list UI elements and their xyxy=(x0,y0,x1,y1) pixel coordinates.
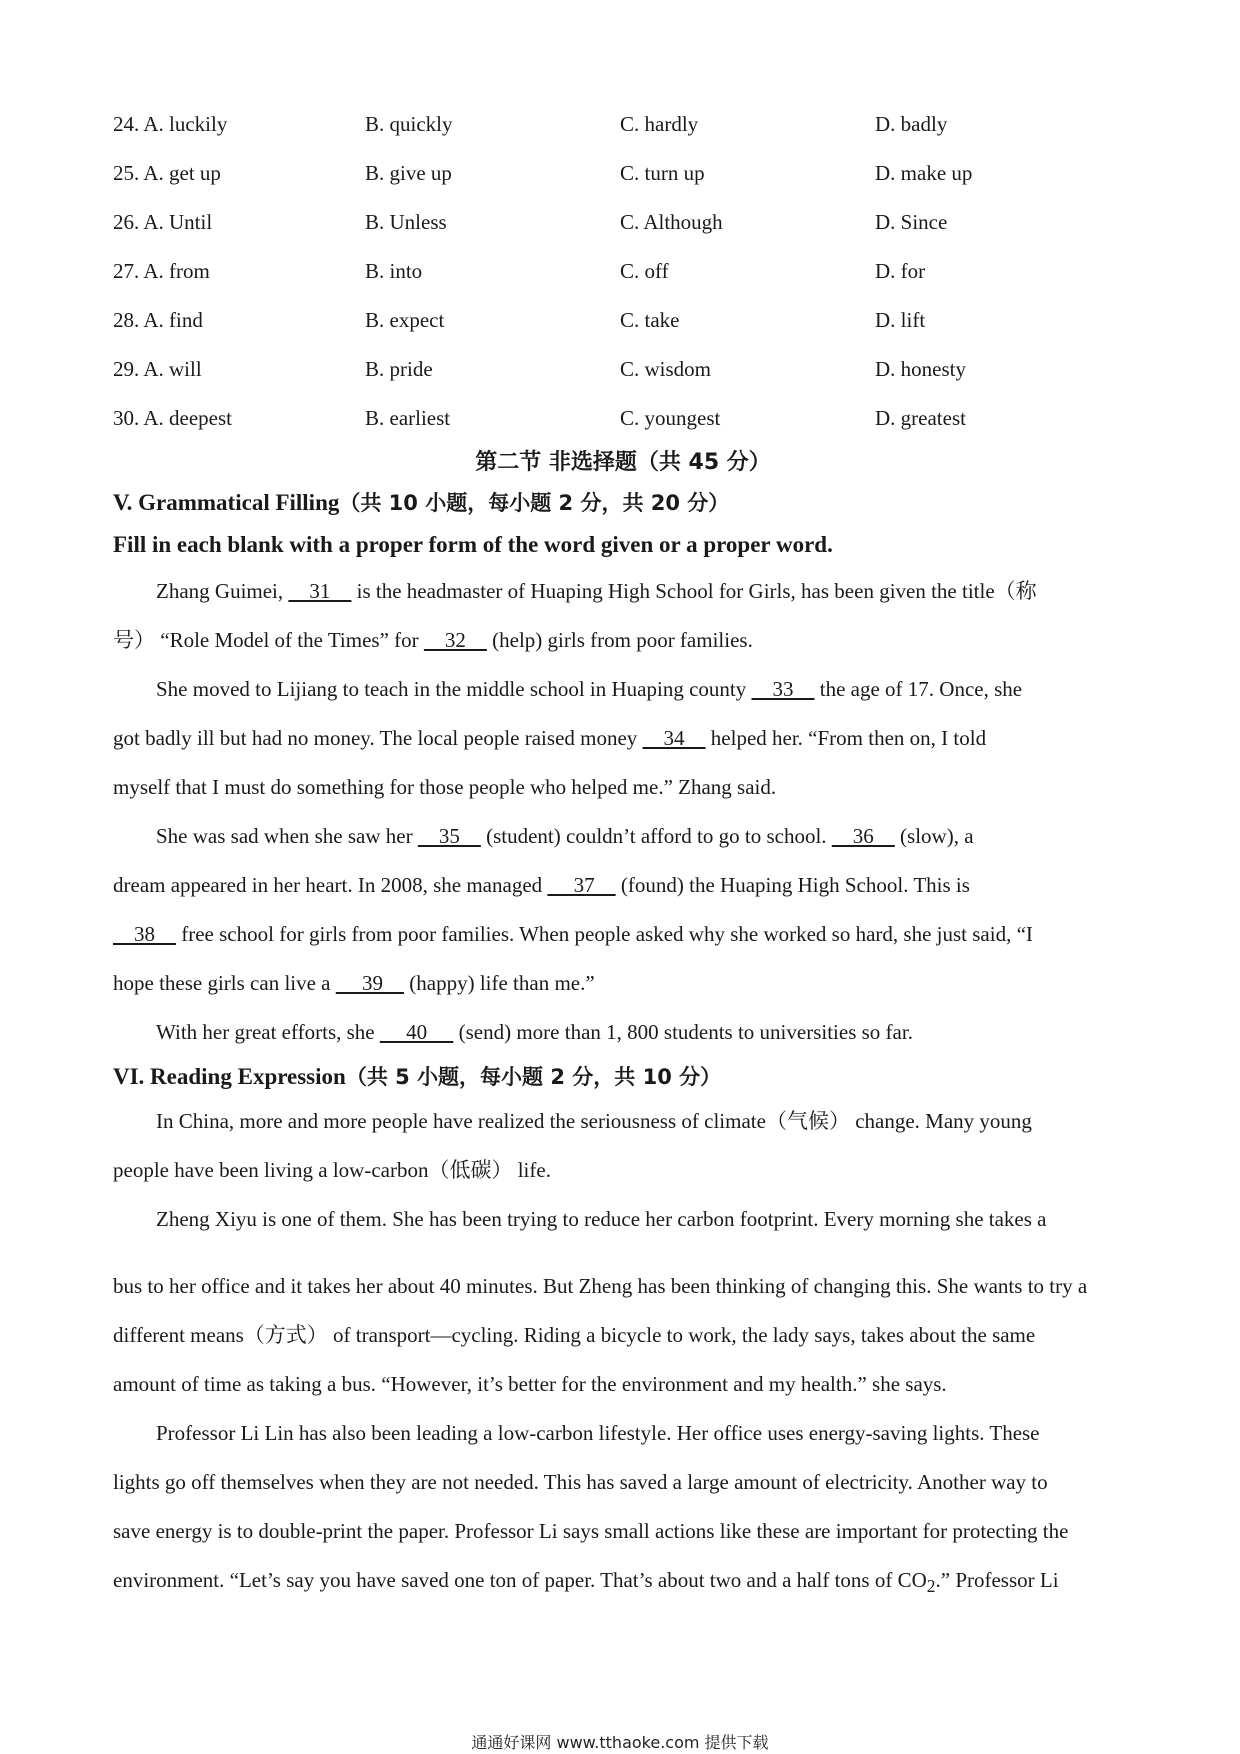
option-c: C. hardly xyxy=(620,112,699,136)
blank-33[interactable]: 33 xyxy=(751,677,815,701)
option-b: B. quickly xyxy=(365,112,453,136)
reading-paragraph-1: In China, more and more people have realized the seriousness of climate（气候） change. Many young people have been living a low-carbon（低碳） life. xyxy=(113,1109,1032,1182)
blank-35[interactable]: 35 xyxy=(417,824,481,848)
options-table xyxy=(113,100,1133,443)
option-c: C. turn up xyxy=(620,161,705,185)
option-a: 25. A. get up xyxy=(113,161,221,185)
option-a: 28. A. find xyxy=(113,308,203,332)
grammar-paragraph-1: Zhang Guimei, 31 is the headmaster of Huaping High School for Girls, has been given the title（称 号） “Role Model of the Times” for 32 (help) girls from poor families. xyxy=(113,579,1037,652)
blank-37[interactable]: 37 xyxy=(547,873,616,897)
option-row-30 xyxy=(113,394,1133,443)
option-d: D. badly xyxy=(875,112,948,136)
option-b: B. give up xyxy=(365,161,452,185)
option-d: D. lift xyxy=(875,308,926,332)
option-d: D. for xyxy=(875,259,926,283)
reading-paragraph-3: Professor Li Lin has also been leading a low-carbon lifestyle. Her office uses energy-saving lights. These lights go off themselves when they are not needed. This has saved a large amount of electricity. Another way to save energy is to double-print the paper. Professor Li says small actions like these are important for protecting the environment. “Let’s say you have saved one ton of paper. That’s about two and a half tons of $CO_2$.” Professor Li xyxy=(113,1421,1069,1597)
reading-paragraph-2: Zheng Xiyu is one of them. She has been trying to reduce her carbon footprint. Every morning she takes a bus to her office and it takes her about 40 minutes. But Zheng has been thinking of changing this. She wants to try a different means（方式） of transport—cycling. Riding a bicycle to work, the lady says, takes about the same amount of time as taking a bus. “However, it’s better for the environment and my health.” she says. xyxy=(113,1207,1088,1396)
blank-31[interactable]: 31 xyxy=(288,579,352,603)
option-row-27 xyxy=(113,247,1133,296)
option-b: B. into xyxy=(365,259,423,283)
option-d: D. Since xyxy=(875,210,948,234)
blank-40[interactable]: 40 xyxy=(379,1020,454,1044)
option-a: 26. A. Until xyxy=(113,210,213,234)
exam-page xyxy=(113,100,1133,1611)
option-b: B. pride xyxy=(365,357,433,381)
part5-instruction: Fill in each blank with a proper form of the word given or a proper word. xyxy=(113,532,833,557)
part6-heading: VI. Reading Expression（共 5 小题，每小题 2 分，共 10 分） xyxy=(113,1064,722,1089)
option-d: D. honesty xyxy=(875,357,966,381)
blank-34[interactable]: 34 xyxy=(642,726,706,750)
blank-39[interactable]: 39 xyxy=(335,971,405,995)
option-row-26 xyxy=(113,198,1133,247)
part5-heading: V. Grammatical Filling（共 10 小题，每小题 2 分，共 20 分） xyxy=(113,490,730,515)
blank-38[interactable]: 38 xyxy=(113,922,176,946)
page-footer: 通通好课网 www.tthaoke.com 提供下载 xyxy=(471,1733,769,1752)
blank-32[interactable]: 32 xyxy=(423,628,487,652)
option-c: C. wisdom xyxy=(620,357,712,381)
option-d: D. make up xyxy=(875,161,973,185)
option-d: D. greatest xyxy=(875,406,966,430)
option-a: 27. A. from xyxy=(113,259,210,283)
option-b: B. expect xyxy=(365,308,445,332)
option-row-25 xyxy=(113,149,1133,198)
option-c: C. take xyxy=(620,308,680,332)
blank-36[interactable]: 36 xyxy=(831,824,895,848)
option-row-28 xyxy=(113,296,1133,345)
option-row-24 xyxy=(113,100,1133,149)
option-row-29 xyxy=(113,345,1133,394)
grammar-paragraph-4: With her great efforts, she 40 (send) more than 1, 800 students to universities so far. xyxy=(156,1020,913,1044)
option-a: 30. A. deepest xyxy=(113,406,232,430)
option-b: B. Unless xyxy=(365,210,447,234)
option-c: C. Although xyxy=(620,210,723,234)
option-a: 24. A. luckily xyxy=(113,112,228,136)
grammar-paragraph-3: She was sad when she saw her 35 (student) couldn’t afford to go to school. 36 (slow), a dream appeared in her heart. In 2008, she managed 37 (found) the Huaping High School. This is 38 free school for girls from poor families. When people asked why she worked so hard, she just said, “I hope these girls can live a 39 (happy) life than me.” xyxy=(113,824,1033,995)
option-b: B. earliest xyxy=(365,406,451,430)
grammar-paragraph-2: She moved to Lijiang to teach in the middle school in Huaping county 33 the age of 17. Once, she got badly ill but had no money. The local people raised money 34 helped her. “From then on, I told myself that I must do something for those people who helped me.” Zhang said. xyxy=(113,677,1023,799)
option-a: 29. A. will xyxy=(113,357,202,381)
option-c: C. off xyxy=(620,259,669,283)
option-c: C. youngest xyxy=(620,406,721,430)
section-title: 第二节 非选择题（共 45 分） xyxy=(475,450,771,475)
